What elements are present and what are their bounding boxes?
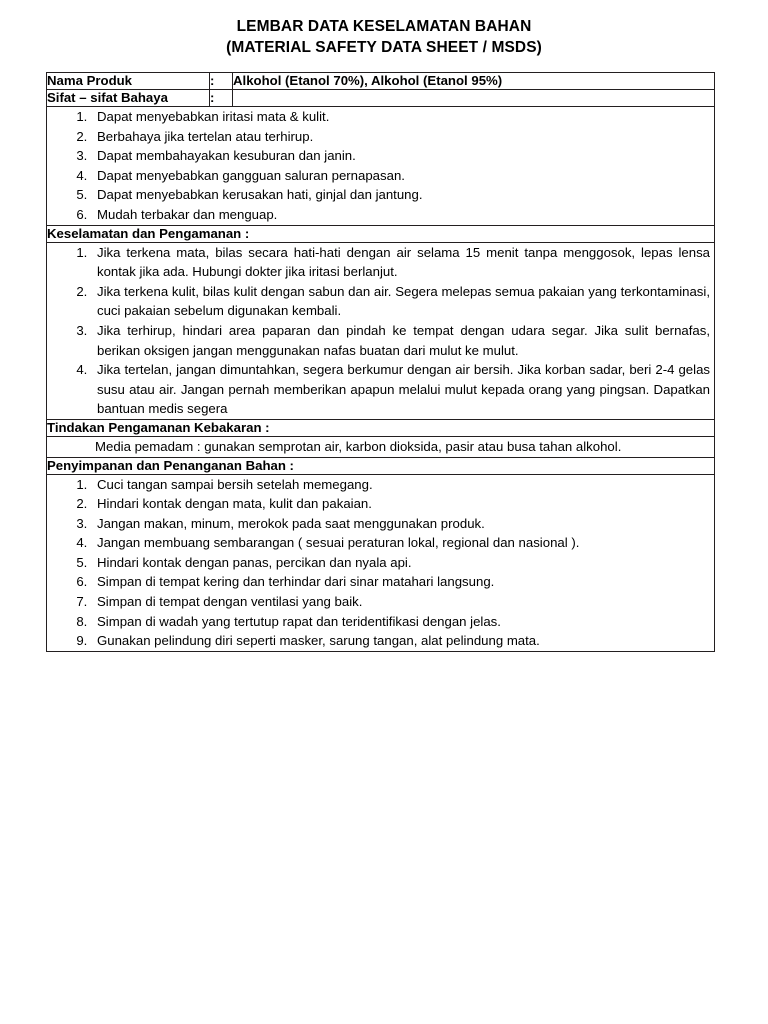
table-row-hazard-properties xyxy=(47,90,715,107)
hazard-list xyxy=(47,107,714,225)
page-title xyxy=(0,0,768,58)
table-row-hazard-list xyxy=(47,107,715,226)
page-title-line-2: (MATERIAL SAFETY DATA SHEET / MSDS) xyxy=(226,39,542,56)
list-item: 1. Dapat menyebabkan iritasi mata & kulit. xyxy=(91,107,714,127)
hazard-list-cell xyxy=(47,107,715,226)
safety-section-heading: Keselamatan dan Pengamanan : xyxy=(47,225,715,242)
list-item: 1. Jika terkena mata, bilas secara hati-hati dengan air selama 15 menit tanpa menggosok, lepas lensa kontak jika ada. Hubungi dokter jika iritasi berlanjut. xyxy=(91,243,714,282)
list-item: 9. Gunakan pelindung diri seperti masker, sarung tangan, alat pelindung mata. xyxy=(91,631,714,651)
fire-body-cell xyxy=(47,436,715,457)
hazard-properties-label: Sifat – sifat Bahaya xyxy=(47,90,210,107)
list-item: 2. Hindari kontak dengan mata, kulit dan pakaian. xyxy=(91,494,714,514)
list-item: 2. Berbahaya jika tertelan atau terhirup. xyxy=(91,127,714,147)
list-item: 5. Hindari kontak dengan panas, percikan dan nyala api. xyxy=(91,553,714,573)
product-name-colon: : xyxy=(210,73,233,90)
product-name-value: Alkohol (Etanol 70%), Alkohol (Etanol 95%) xyxy=(233,73,715,90)
table-row-product-name xyxy=(47,73,715,90)
storage-section-heading: Penyimpanan dan Penanganan Bahan : xyxy=(47,457,715,474)
list-item: 3. Dapat membahayakan kesuburan dan janin. xyxy=(91,146,714,166)
hazard-properties-colon: : xyxy=(210,90,233,107)
list-item: 5. Dapat menyebabkan kerusakan hati, ginjal dan jantung. xyxy=(91,185,714,205)
list-item: 2. Jika terkena kulit, bilas kulit dengan sabun dan air. Segera melepas semua pakaian yang terkontaminasi, cuci pakaian sebelum digunakan kembali. xyxy=(91,282,714,321)
table-row-safety-heading xyxy=(47,225,715,242)
storage-list-cell xyxy=(47,474,715,651)
fire-body-text: Media pemadam : gunakan semprotan air, karbon dioksida, pasir atau busa tahan alkohol. xyxy=(95,438,622,454)
list-item: 1. Cuci tangan sampai bersih setelah memegang. xyxy=(91,475,714,495)
list-item: 4. Jangan membuang sembarangan ( sesuai peraturan lokal, regional dan nasional ). xyxy=(91,533,714,553)
list-item: 3. Jangan makan, minum, merokok pada saat menggunakan produk. xyxy=(91,514,714,534)
page-title-line-1: LEMBAR DATA KESELAMATAN BAHAN xyxy=(236,18,532,35)
msds-table xyxy=(46,72,715,652)
hazard-properties-value xyxy=(233,90,715,107)
storage-list xyxy=(47,475,714,651)
list-item: 7. Simpan di tempat dengan ventilasi yang baik. xyxy=(91,592,714,612)
safety-list xyxy=(47,243,714,419)
table-row-safety-list xyxy=(47,242,715,419)
fire-section-heading: Tindakan Pengamanan Kebakaran : xyxy=(47,419,715,436)
list-item: 3. Jika terhirup, hindari area paparan dan pindah ke tempat dengan udara segar. Jika sulit bernafas, berikan oksigen jangan menggunakan nafas buatan dari mulut ke mulut. xyxy=(91,321,714,360)
table-row-fire-heading xyxy=(47,419,715,436)
list-item: 4. Jika tertelan, jangan dimuntahkan, segera berkumur dengan air bersih. Jika korban sadar, beri 2-4 gelas susu atau air. Jangan pernah memberikan apapun melalui mulut kepada orang yang pingsan. Dapatkan bantuan medis segera xyxy=(91,360,714,419)
list-item: 4. Dapat menyebabkan gangguan saluran pernapasan. xyxy=(91,166,714,186)
list-item: 6. Mudah terbakar dan menguap. xyxy=(91,205,714,225)
table-row-storage-list xyxy=(47,474,715,651)
list-item: 6. Simpan di tempat kering dan terhindar dari sinar matahari langsung. xyxy=(91,572,714,592)
table-row-storage-heading xyxy=(47,457,715,474)
product-name-label: Nama Produk xyxy=(47,73,210,90)
list-item: 8. Simpan di wadah yang tertutup rapat dan teridentifikasi dengan jelas. xyxy=(91,612,714,632)
table-row-fire-body xyxy=(47,436,715,457)
safety-list-cell xyxy=(47,242,715,419)
